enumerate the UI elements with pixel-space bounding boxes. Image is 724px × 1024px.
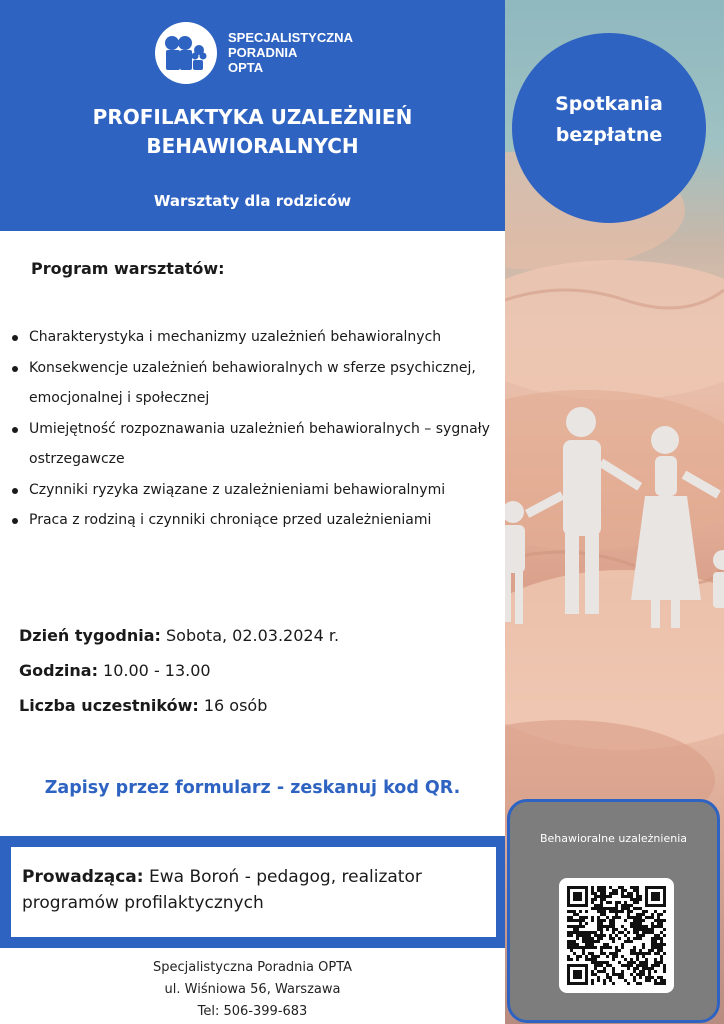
program-list: [12, 322, 502, 536]
program-item-text: Umiejętność rozpoznawania uzależnień behawioralnych – sygnały ostrzegawcze: [29, 420, 490, 467]
trainer-value: Ewa Boroń - pedagog, realizator programów profilaktycznych: [22, 867, 422, 913]
detail-day: [19, 618, 339, 653]
title-line: BEHAWIORALNYCH: [146, 134, 359, 158]
qr-card: [507, 799, 720, 1023]
detail-value: 16 osób: [198, 696, 268, 715]
org-name-line: PORADNIA: [228, 45, 298, 60]
badge-line: bezpłatne: [555, 124, 663, 146]
page-subtitle: Warsztaty dla rodziców: [153, 192, 352, 210]
program-item: [12, 353, 502, 414]
detail-label: Godzina:: [19, 661, 98, 680]
page-title: [0, 103, 505, 161]
header-banner: [0, 0, 505, 231]
signup-call-to-action: Zapisy przez formularz - zeskanuj kod QR.: [44, 778, 461, 798]
bullet-icon: [12, 518, 18, 524]
detail-value: Sobota, 02.03.2024 r.: [160, 626, 340, 645]
detail-time: [19, 653, 339, 688]
program-item: [12, 322, 502, 353]
badge-line: Spotkania: [555, 93, 663, 115]
contact-footer: [0, 957, 505, 1023]
org-name-line: OPTA: [228, 60, 264, 75]
program-item: [12, 414, 502, 475]
bullet-icon: [12, 488, 18, 494]
program-heading: Program warsztatów:: [31, 259, 225, 278]
program-item-text: Charakterystyka i mechanizmy uzależnień behawioralnych: [29, 329, 442, 345]
footer-line: ul. Wiśniowa 56, Warszawa: [164, 982, 341, 997]
footer-line: Specjalistyczna Poradnia OPTA: [152, 960, 353, 975]
event-details: [19, 618, 339, 723]
trainer-box: [11, 847, 496, 937]
trainer-text: [22, 864, 487, 916]
bullet-icon: [12, 335, 18, 341]
qr-title: Behawioralne uzależnienia: [539, 832, 687, 845]
program-item: [12, 475, 502, 506]
program-item: [12, 505, 502, 536]
footer-line: Tel: 506-399-683: [197, 1004, 308, 1019]
detail-label: Dzień tygodnia:: [19, 626, 161, 645]
detail-label: Liczba uczestników:: [19, 696, 199, 715]
detail-participants: [19, 688, 339, 723]
org-name-line: SPECJALISTYCZNA: [228, 30, 353, 45]
detail-value: 10.00 - 13.00: [97, 661, 211, 680]
bullet-icon: [12, 366, 18, 372]
trainer-label: Prowadząca:: [22, 867, 144, 887]
program-item-text: Czynniki ryzyka związane z uzależnieniami behawioralnymi: [29, 481, 446, 498]
bullet-icon: [12, 427, 18, 433]
qr-code[interactable]: [559, 878, 674, 993]
title-line: PROFILAKTYKA UZALEŻNIEŃ: [92, 105, 413, 129]
org-name: [228, 30, 353, 75]
program-item-text: Konsekwencje uzależnień behawioralnych w sferze psychicznej, emocjonalnej i społecznej: [29, 359, 476, 406]
free-meetings-badge: [512, 33, 706, 223]
qr-code-icon: [567, 886, 666, 985]
program-item-text: Praca z rodziną i czynniki chroniące przed uzależnieniami: [29, 512, 432, 528]
opta-logo: [155, 22, 217, 84]
